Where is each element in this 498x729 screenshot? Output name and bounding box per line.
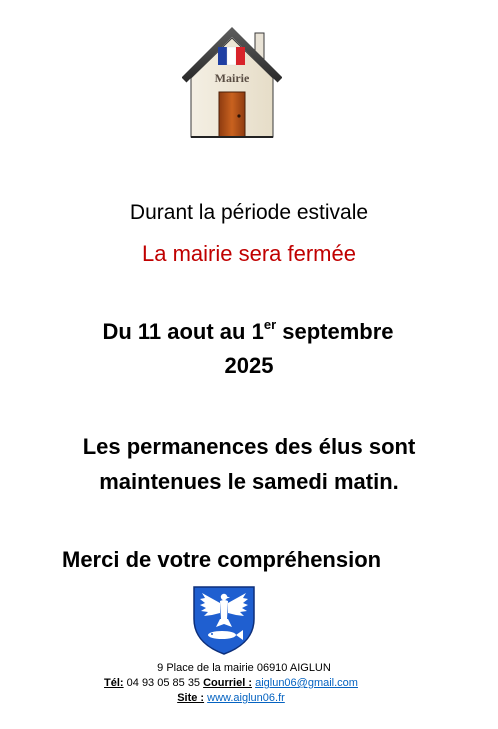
closure-dates xyxy=(0,318,497,346)
permanences-line-2: maintenues le samedi matin. xyxy=(99,469,399,494)
closure-year: 2025 xyxy=(224,353,274,378)
email-link[interactable]: aiglun06@gmail.com xyxy=(255,677,358,689)
tel-value: 04 93 05 85 35 xyxy=(123,677,204,689)
footer-contact xyxy=(0,676,480,690)
dates-suffix: septembre xyxy=(276,319,394,344)
french-flag-icon xyxy=(218,47,245,65)
site-link[interactable]: www.aiglun06.fr xyxy=(207,692,285,704)
intro-text: Durant la période estivale xyxy=(129,201,369,224)
footer-address: 9 Place de la mairie 06910 AIGLUN xyxy=(157,662,331,674)
mairie-house-logo xyxy=(182,20,282,138)
thanks-text: Merci de votre compréhension xyxy=(62,547,382,572)
footer-site xyxy=(0,691,480,705)
house-door xyxy=(219,92,245,137)
email-label: Courriel : xyxy=(203,677,253,689)
closed-notice: La mairie sera fermée xyxy=(142,241,356,266)
dates-superscript: er xyxy=(263,316,277,332)
door-handle xyxy=(237,114,240,117)
site-label: Site : xyxy=(177,692,205,704)
dates-prefix: Du 11 aout au 1 xyxy=(102,319,264,344)
permanences-line-1: Les permanences des élus sont xyxy=(82,434,416,459)
coat-of-arms-icon xyxy=(192,585,256,655)
house-label: Mairie xyxy=(214,71,250,85)
tel-label: Tél: xyxy=(104,677,124,689)
